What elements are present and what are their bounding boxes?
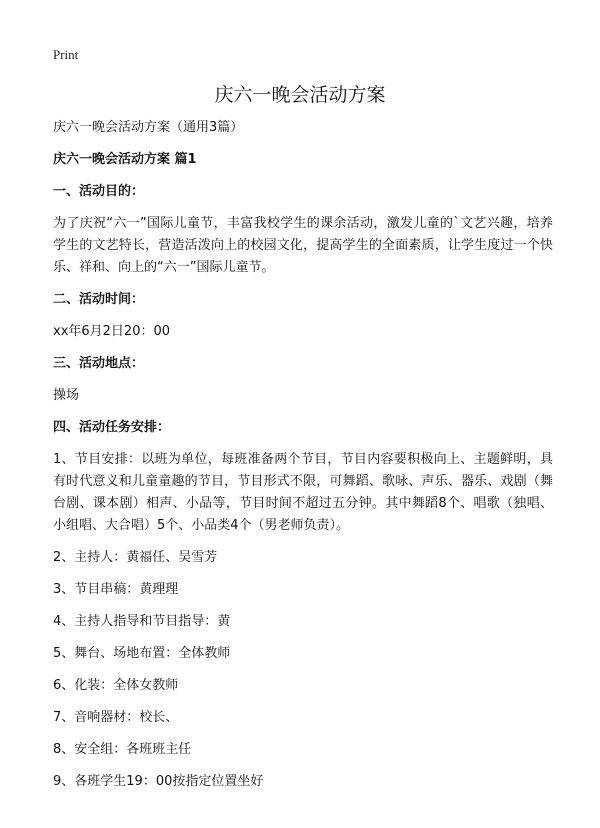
document-subtitle: 庆六一晚会活动方案（通用3篇） (53, 120, 244, 135)
section-heading-tasks: 四、活动任务安排： (53, 420, 171, 435)
part-heading: 庆六一晚会活动方案 篇1 (53, 152, 197, 167)
print-label: Print (53, 47, 79, 62)
task-item: 7、音响器材：校长、 (53, 710, 179, 725)
task-item: 3、节目串稿：黄理理 (53, 582, 179, 597)
task-item: 8、安全组：各班班主任 (53, 742, 192, 757)
task-item: 2、主持人：黄福任、吴雪芳 (53, 550, 218, 565)
task-item: 5、舞台、场地布置：全体教师 (53, 646, 231, 661)
task-item: 4、主持人指导和节目指导：黄 (53, 614, 231, 629)
task-item: 6、化装：全体女教师 (53, 678, 179, 693)
task-item: 9、各班学生19：00按指定位置坐好 (53, 774, 264, 789)
document-title: 庆六一晚会活动方案 (214, 84, 386, 106)
document-body (53, 117, 553, 803)
section-body-location: 操场 (53, 388, 80, 403)
section-heading-time: 二、活动时间： (53, 292, 145, 307)
section-heading-location: 三、活动地点： (53, 356, 145, 371)
section-body-purpose: 为了庆祝“六一”国际儿童节，丰富我校学生的课余活动，激发儿童的`文艺兴趣，培养学生的文艺特长，营造活泼向上的校园文化，提高学生的全面素质，让学生度过一个快乐、祥和、向上的“六一”国际儿童节。 (53, 216, 553, 275)
section-body-time: xx年6月2日20：00 (53, 324, 171, 339)
task-item: 1、节目安排：以班为单位，每班准备两个节目，节目内容要积极向上、主题鲜明，具有时代意义和儿童童趣的节目，节目形式不限，可舞蹈、歌咏、声乐、器乐、戏剧（舞台剧、课本剧）相声、小品等，节目时间不超过五分钟。其中舞蹈8个、唱歌（独唱、小组唱、大合唱）5个、小品类4个（男老师负责）。 (53, 452, 553, 533)
section-heading-purpose: 一、活动目的： (53, 184, 145, 199)
